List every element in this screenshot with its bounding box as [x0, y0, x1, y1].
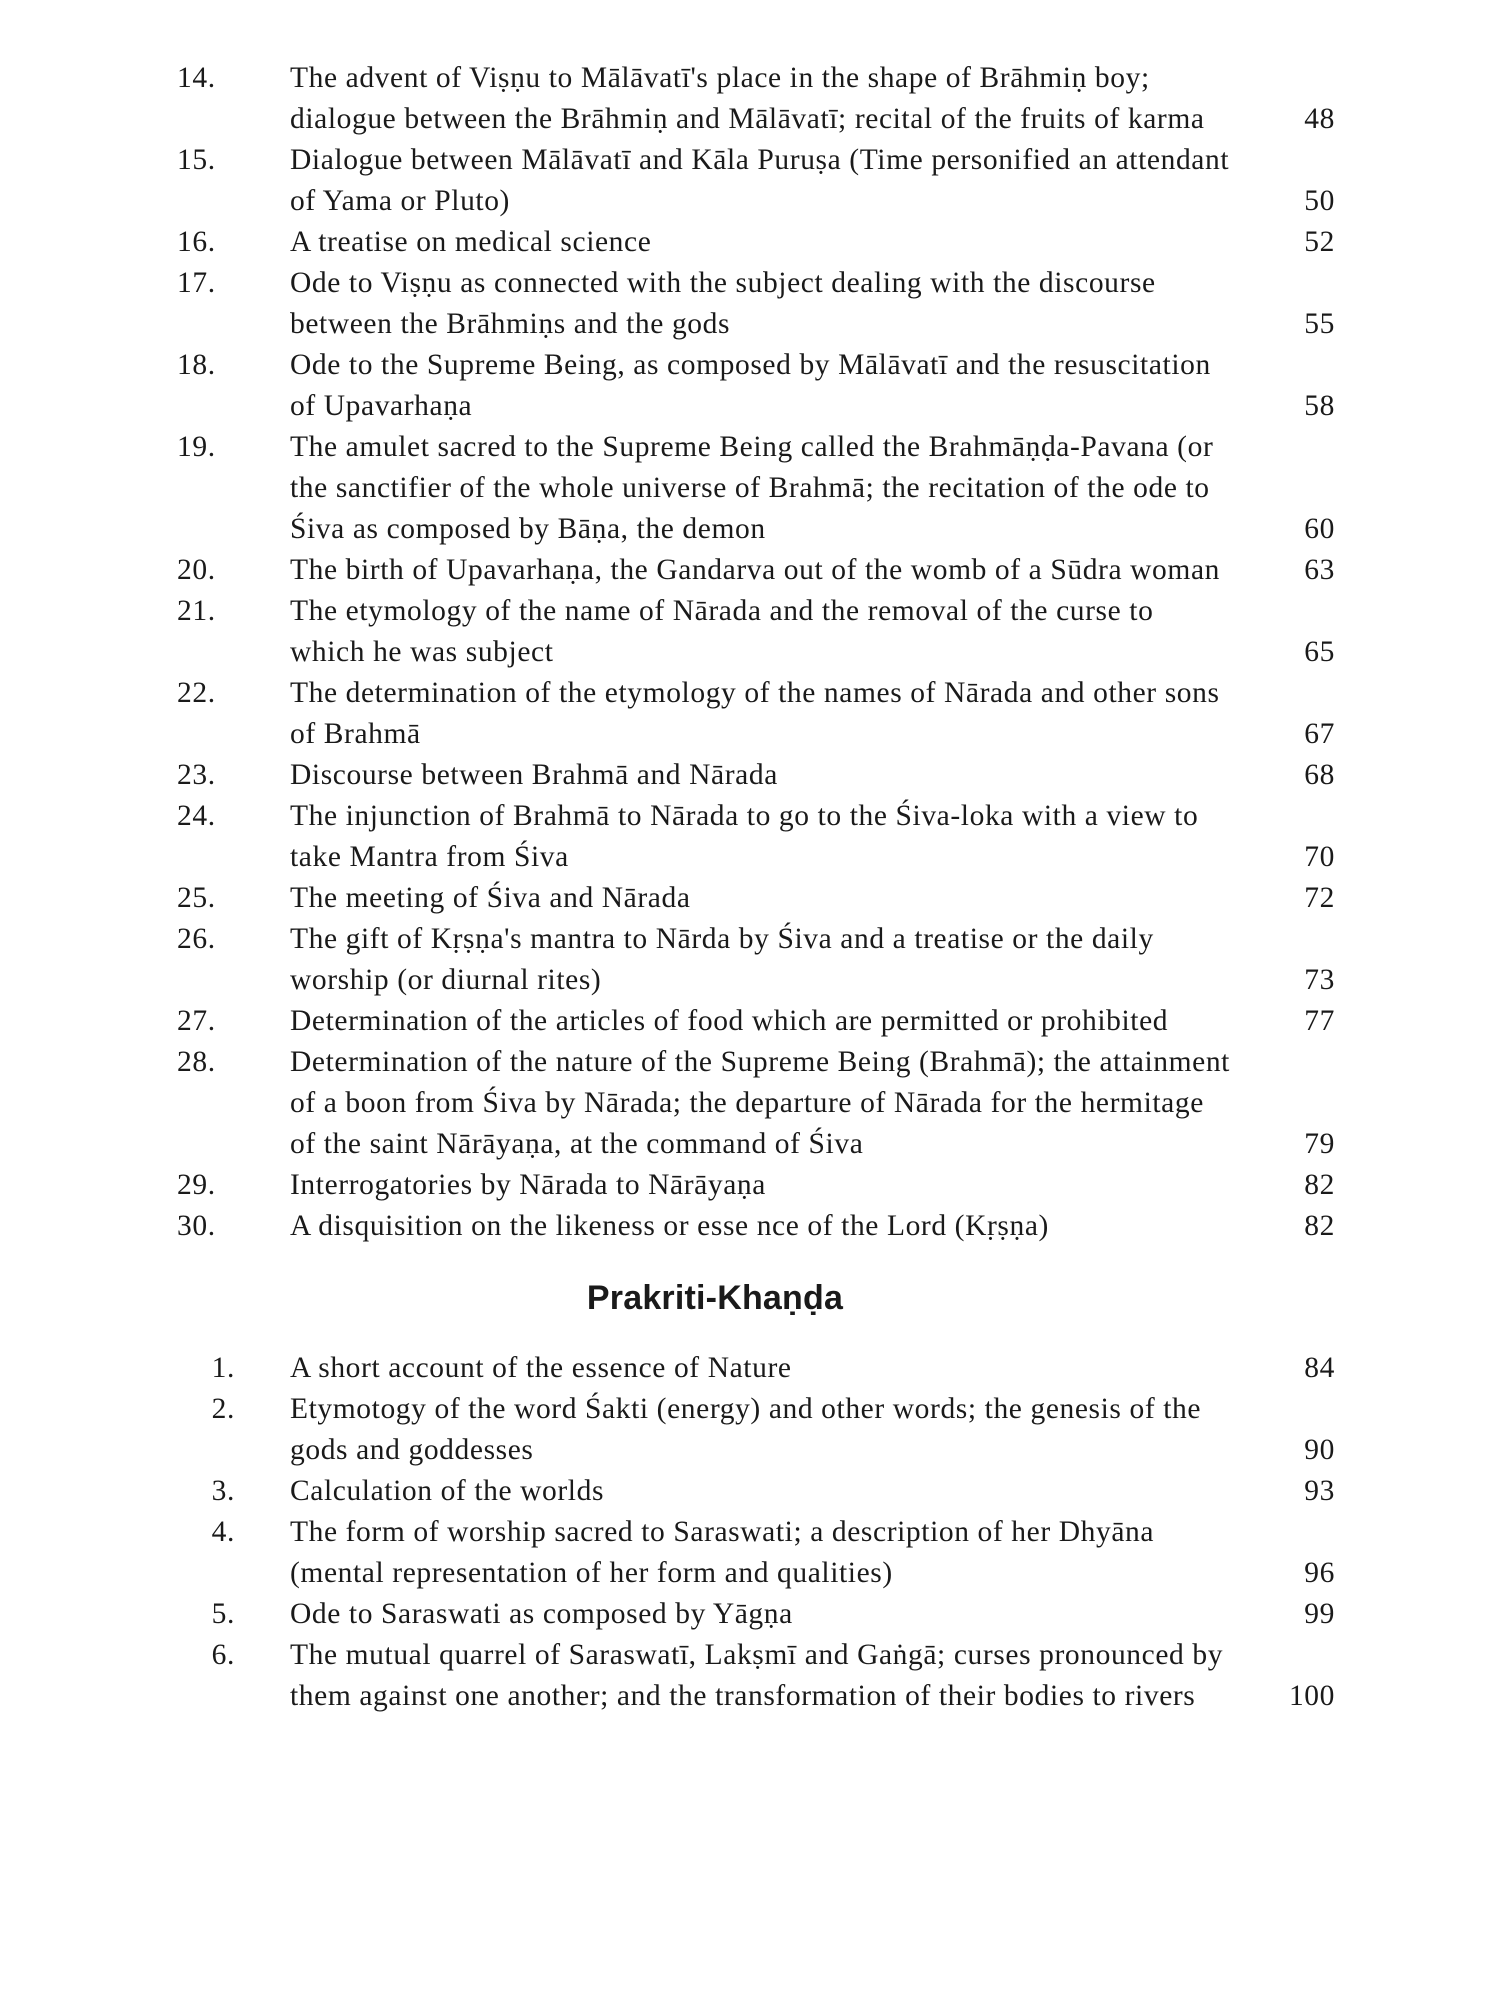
entry-page: 68	[1304, 759, 1335, 791]
entry-title: Etymotogy of the word Śakti (energy) and other words; the genesis of the gods and goddesses	[290, 1393, 1202, 1466]
toc-entry	[175, 1512, 1500, 1594]
entry-number: 29.	[177, 1169, 216, 1201]
entry-title: The advent of Viṣṇu to Mālāvatī's place in the shape of Brāhmiṇ boy; dialogue between the Brāhmiṇ and Mālāvatī; recital of the fruits of karma	[290, 62, 1205, 135]
entry-page: 72	[1304, 882, 1335, 914]
contents-list-section2	[0, 1348, 1500, 1717]
entry-page: 52	[1304, 226, 1335, 258]
entry-page: 96	[1304, 1557, 1335, 1589]
entry-page: 48	[1304, 103, 1335, 135]
entry-page: 90	[1304, 1434, 1335, 1466]
entry-page: 82	[1304, 1210, 1335, 1242]
entry-title: The injunction of Brahmā to Nārada to go to the Śiva-loka with a view to take Mantra from Śiva	[290, 800, 1199, 873]
entry-title: A treatise on medical science	[290, 226, 652, 258]
toc-entry	[175, 878, 1500, 919]
entry-number: 6.	[211, 1639, 235, 1671]
entry-number: 28.	[177, 1046, 216, 1078]
toc-entry	[175, 1635, 1500, 1717]
entry-title: The determination of the etymology of the names of Nārada and other sons of Brahmā	[290, 677, 1220, 750]
toc-entry	[175, 673, 1500, 755]
contents-list-section1	[0, 58, 1500, 1247]
entry-title: Determination of the articles of food which are permitted or prohibited	[290, 1005, 1169, 1037]
toc-entry	[175, 919, 1500, 1001]
toc-entry	[175, 1389, 1500, 1471]
entry-page: 55	[1304, 308, 1335, 340]
entry-number: 20.	[177, 554, 216, 586]
entry-title: Ode to Viṣṇu as connected with the subject dealing with the discourse between the Brāhmiṇs and the gods	[290, 267, 1156, 340]
toc-entry	[175, 1165, 1500, 1206]
entry-title: Calculation of the worlds	[290, 1475, 605, 1507]
entry-title: The birth of Upavarhaṇa, the Gandarva out of the womb of a Sūdra woman	[290, 554, 1220, 586]
toc-entry	[175, 550, 1500, 591]
entry-title: Ode to the Supreme Being, as composed by Mālāvatī and the resuscitation of Upavarhaṇa	[290, 349, 1211, 422]
entry-title: The gift of Kṛṣṇa's mantra to Nārda by Śiva and a treatise or the daily worship (or diurnal rites)	[290, 923, 1154, 996]
entry-title: The mutual quarrel of Saraswatī, Lakṣmī and Gaṅgā; curses pronounced by them against one another; and the transformation of their bodies to rivers	[290, 1639, 1224, 1712]
entry-number: 3.	[211, 1475, 235, 1507]
entry-number: 19.	[177, 431, 216, 463]
entry-number: 17.	[177, 267, 216, 299]
entry-number: 15.	[177, 144, 216, 176]
entry-title: A disquisition on the likeness or esse nce of the Lord (Kṛṣṇa)	[290, 1210, 1049, 1242]
toc-entry	[175, 1206, 1500, 1247]
entry-page: 63	[1304, 554, 1335, 586]
toc-entry	[175, 1348, 1500, 1389]
entry-page: 60	[1304, 513, 1335, 545]
toc-entry	[175, 58, 1500, 140]
toc-entry	[175, 222, 1500, 263]
entry-number: 27.	[177, 1005, 216, 1037]
toc-entry	[175, 345, 1500, 427]
entry-page: 82	[1304, 1169, 1335, 1201]
entry-page: 100	[1288, 1680, 1335, 1712]
toc-entry	[175, 263, 1500, 345]
toc-entry	[175, 427, 1500, 550]
section-heading: Prakriti-Khaṇḍa	[586, 1279, 844, 1317]
toc-entry	[175, 140, 1500, 222]
entry-page: 58	[1304, 390, 1335, 422]
entry-number: 26.	[177, 923, 216, 955]
entry-title: Determination of the nature of the Supreme Being (Brahmā); the attainment of a boon from Śiva by Nārada; the departure of Nārada for the hermitage of the saint Nārāyaṇa, at the command of Śiva	[290, 1046, 1230, 1160]
toc-entry	[175, 755, 1500, 796]
toc-entry	[175, 1471, 1500, 1512]
toc-entry	[175, 1001, 1500, 1042]
entry-page: 65	[1304, 636, 1335, 668]
entry-page: 79	[1304, 1128, 1335, 1160]
entry-number: 30.	[177, 1210, 216, 1242]
entry-page: 67	[1304, 718, 1335, 750]
entry-number: 16.	[177, 226, 216, 258]
entry-number: 24.	[177, 800, 216, 832]
entry-page: 77	[1304, 1005, 1335, 1037]
entry-title: A short account of the essence of Nature	[290, 1352, 792, 1384]
entry-number: 1.	[211, 1352, 235, 1384]
entry-page: 70	[1304, 841, 1335, 873]
entry-title: Discourse between Brahmā and Nārada	[290, 759, 778, 791]
entry-page: 84	[1304, 1352, 1335, 1384]
entry-title: Dialogue between Mālāvatī and Kāla Puruṣa (Time personified an attendant of Yama or Pluto)	[290, 144, 1230, 217]
entry-number: 23.	[177, 759, 216, 791]
entry-title: Interrogatories by Nārada to Nārāyaṇa	[290, 1169, 766, 1201]
entry-number: 18.	[177, 349, 216, 381]
entry-page: 50	[1304, 185, 1335, 217]
toc-entry	[175, 591, 1500, 673]
entry-number: 21.	[177, 595, 216, 627]
entry-title: The amulet sacred to the Supreme Being called the Brahmāṇḍa-Pavana (or the sanctifier of the whole universe of Brahmā; the recitation of the ode to Śiva as composed by Bāṇa, the demon	[290, 431, 1214, 545]
entry-number: 25.	[177, 882, 216, 914]
entry-page: 73	[1304, 964, 1335, 996]
contents-page	[0, 58, 1500, 1717]
entry-number: 5.	[211, 1598, 235, 1630]
entry-title: The form of worship sacred to Saraswati; a description of her Dhyāna (mental representation of her form and qualities)	[290, 1516, 1155, 1589]
entry-number: 22.	[177, 677, 216, 709]
entry-page: 93	[1304, 1475, 1335, 1507]
toc-entry	[175, 1042, 1500, 1165]
entry-title: Ode to Saraswati as composed by Yāgṇa	[290, 1598, 793, 1630]
entry-title: The etymology of the name of Nārada and the removal of the curse to which he was subject	[290, 595, 1154, 668]
entry-number: 14.	[177, 62, 216, 94]
toc-entry	[175, 796, 1500, 878]
entry-page: 99	[1304, 1598, 1335, 1630]
entry-number: 2.	[211, 1393, 235, 1425]
toc-entry	[175, 1594, 1500, 1635]
entry-title: The meeting of Śiva and Nārada	[290, 882, 691, 914]
entry-number: 4.	[211, 1516, 235, 1548]
